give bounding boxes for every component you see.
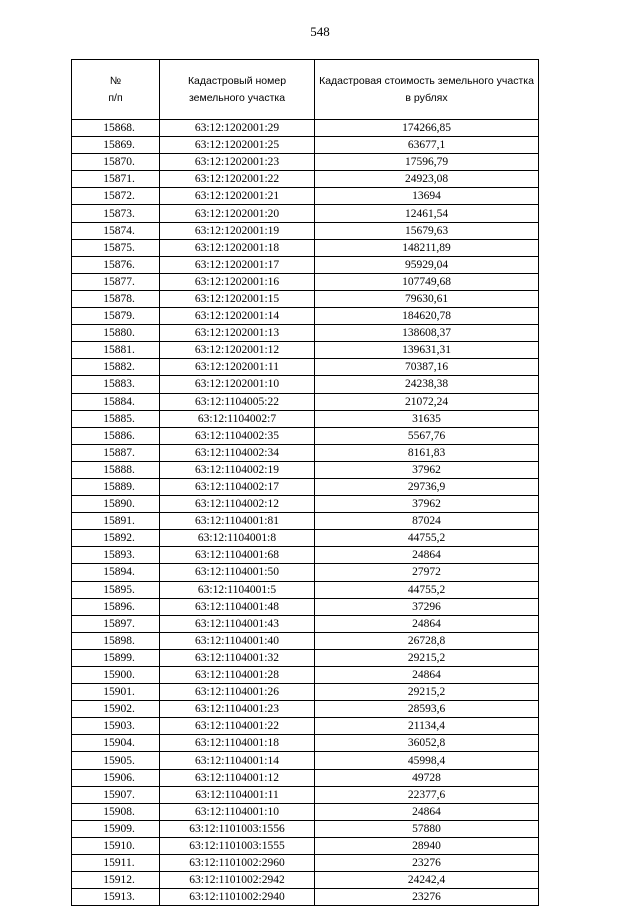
cadastral-number-cell: 63:12:1104001:68	[160, 547, 315, 564]
row-number-cell: 15906.	[72, 769, 160, 786]
cadastral-number-cell: 63:12:1101002:2940	[160, 889, 315, 906]
table-body	[72, 120, 539, 906]
cadastral-number-cell: 63:12:1202001:13	[160, 325, 315, 342]
cadastral-value-cell: 36052,8	[315, 735, 539, 752]
table-row	[72, 290, 539, 307]
cadastral-value-cell: 107749,68	[315, 273, 539, 290]
table-row	[72, 803, 539, 820]
row-number-cell: 15887.	[72, 444, 160, 461]
row-number-cell: 15911.	[72, 855, 160, 872]
row-number-cell: 15897.	[72, 615, 160, 632]
cadastral-value-cell: 70387,16	[315, 359, 539, 376]
cadastral-value-cell: 31635	[315, 410, 539, 427]
table-row	[72, 444, 539, 461]
cadastral-value-cell: 29736,9	[315, 478, 539, 495]
cadastral-number-cell: 63:12:1104001:48	[160, 598, 315, 615]
cadastral-value-cell: 8161,83	[315, 444, 539, 461]
table-row	[72, 701, 539, 718]
row-number-cell: 15905.	[72, 752, 160, 769]
cadastral-number-cell: 63:12:1101002:2942	[160, 872, 315, 889]
cadastral-number-cell: 63:12:1104005:22	[160, 393, 315, 410]
cadastral-value-table	[71, 59, 539, 906]
cadastral-value-cell: 12461,54	[315, 205, 539, 222]
table-row	[72, 325, 539, 342]
cadastral-value-cell: 37296	[315, 598, 539, 615]
table-row	[72, 171, 539, 188]
cadastral-value-cell: 24864	[315, 547, 539, 564]
cadastral-number-cell: 63:12:1202001:23	[160, 154, 315, 171]
cadastral-number-cell: 63:12:1202001:20	[160, 205, 315, 222]
table-row	[72, 564, 539, 581]
cadastral-value-cell: 184620,78	[315, 308, 539, 325]
row-number-cell: 15907.	[72, 786, 160, 803]
cadastral-number-cell: 63:12:1202001:18	[160, 239, 315, 256]
cadastral-number-cell: 63:12:1104001:50	[160, 564, 315, 581]
row-number-cell: 15878.	[72, 290, 160, 307]
table-row	[72, 718, 539, 735]
cadastral-value-cell: 95929,04	[315, 256, 539, 273]
cadastral-value-cell: 29215,2	[315, 649, 539, 666]
cadastral-value-cell: 45998,4	[315, 752, 539, 769]
cadastral-number-cell: 63:12:1104001:5	[160, 581, 315, 598]
row-number-cell: 15895.	[72, 581, 160, 598]
cadastral-value-cell: 24242,4	[315, 872, 539, 889]
table-row	[72, 256, 539, 273]
table-row	[72, 786, 539, 803]
cadastral-value-cell: 27972	[315, 564, 539, 581]
row-number-cell: 15891.	[72, 513, 160, 530]
cadastral-number-cell: 63:12:1104002:17	[160, 478, 315, 495]
table-row	[72, 393, 539, 410]
header-row-number: № п/п	[72, 60, 160, 120]
row-number-cell: 15899.	[72, 649, 160, 666]
row-number-cell: 15872.	[72, 188, 160, 205]
cadastral-number-cell: 63:12:1104001:26	[160, 684, 315, 701]
table-row	[72, 820, 539, 837]
row-number-cell: 15912.	[72, 872, 160, 889]
cadastral-number-cell: 63:12:1101003:1555	[160, 837, 315, 854]
cadastral-number-cell: 63:12:1104001:81	[160, 513, 315, 530]
cadastral-number-cell: 63:12:1101003:1556	[160, 820, 315, 837]
cadastral-value-cell: 17596,79	[315, 154, 539, 171]
cadastral-value-cell: 28593,6	[315, 701, 539, 718]
table-row	[72, 273, 539, 290]
row-number-cell: 15896.	[72, 598, 160, 615]
table-row	[72, 222, 539, 239]
cadastral-number-cell: 63:12:1202001:11	[160, 359, 315, 376]
row-number-cell: 15877.	[72, 273, 160, 290]
table-row	[72, 239, 539, 256]
row-number-cell: 15880.	[72, 325, 160, 342]
cadastral-number-cell: 63:12:1202001:17	[160, 256, 315, 273]
cadastral-number-cell: 63:12:1104001:23	[160, 701, 315, 718]
row-number-cell: 15909.	[72, 820, 160, 837]
header-cadastral-number: Кадастровый номер земельного участка	[160, 60, 315, 120]
cadastral-value-cell: 29215,2	[315, 684, 539, 701]
row-number-cell: 15881.	[72, 342, 160, 359]
cadastral-value-cell: 138608,37	[315, 325, 539, 342]
row-number-cell: 15879.	[72, 308, 160, 325]
cadastral-number-cell: 63:12:1104001:28	[160, 667, 315, 684]
row-number-cell: 15913.	[72, 889, 160, 906]
table-row	[72, 359, 539, 376]
cadastral-number-cell: 63:12:1104001:32	[160, 649, 315, 666]
cadastral-value-cell: 23276	[315, 855, 539, 872]
row-number-cell: 15875.	[72, 239, 160, 256]
row-number-cell: 15885.	[72, 410, 160, 427]
table-row	[72, 410, 539, 427]
table-row	[72, 188, 539, 205]
cadastral-number-cell: 63:12:1202001:16	[160, 273, 315, 290]
cadastral-number-cell: 63:12:1202001:19	[160, 222, 315, 239]
row-number-cell: 15883.	[72, 376, 160, 393]
cadastral-number-cell: 63:12:1104002:7	[160, 410, 315, 427]
cadastral-value-cell: 44755,2	[315, 581, 539, 598]
cadastral-value-cell: 24923,08	[315, 171, 539, 188]
table-row	[72, 530, 539, 547]
table-row	[72, 769, 539, 786]
page-number: 548	[310, 24, 330, 39]
cadastral-number-cell: 63:12:1104001:10	[160, 803, 315, 820]
row-number-cell: 15870.	[72, 154, 160, 171]
cadastral-value-cell: 26728,8	[315, 632, 539, 649]
table-row	[72, 889, 539, 906]
table-header-row	[72, 60, 539, 120]
cadastral-number-cell: 63:12:1202001:12	[160, 342, 315, 359]
cadastral-value-cell: 22377,6	[315, 786, 539, 803]
table-row	[72, 855, 539, 872]
cadastral-value-cell: 24864	[315, 803, 539, 820]
cadastral-value-cell: 24238,38	[315, 376, 539, 393]
table-row	[72, 478, 539, 495]
cadastral-number-cell: 63:12:1104002:35	[160, 427, 315, 444]
row-number-cell: 15884.	[72, 393, 160, 410]
cadastral-number-cell: 63:12:1104002:19	[160, 461, 315, 478]
cadastral-number-cell: 63:12:1202001:21	[160, 188, 315, 205]
table-row	[72, 598, 539, 615]
table-row	[72, 120, 539, 137]
table-row	[72, 342, 539, 359]
cadastral-value-cell: 87024	[315, 513, 539, 530]
cadastral-value-cell: 28940	[315, 837, 539, 854]
cadastral-value-cell: 174266,85	[315, 120, 539, 137]
cadastral-number-cell: 63:12:1104001:40	[160, 632, 315, 649]
header-cadastral-value: Кадастровая стоимость земельного участка в рублях	[315, 60, 539, 120]
cadastral-number-cell: 63:12:1104001:14	[160, 752, 315, 769]
row-number-cell: 15876.	[72, 256, 160, 273]
row-number-cell: 15904.	[72, 735, 160, 752]
row-number-cell: 15889.	[72, 478, 160, 495]
cadastral-number-cell: 63:12:1202001:22	[160, 171, 315, 188]
cadastral-number-cell: 63:12:1104001:11	[160, 786, 315, 803]
table-row	[72, 376, 539, 393]
table-row	[72, 137, 539, 154]
cadastral-value-cell: 79630,61	[315, 290, 539, 307]
cadastral-value-cell: 139631,31	[315, 342, 539, 359]
cadastral-number-cell: 63:12:1104002:12	[160, 496, 315, 513]
row-number-cell: 15902.	[72, 701, 160, 718]
row-number-cell: 15908.	[72, 803, 160, 820]
cadastral-value-cell: 13694	[315, 188, 539, 205]
row-number-cell: 15868.	[72, 120, 160, 137]
table-row	[72, 615, 539, 632]
row-number-cell: 15886.	[72, 427, 160, 444]
row-number-cell: 15894.	[72, 564, 160, 581]
cadastral-value-cell: 37962	[315, 461, 539, 478]
cadastral-value-cell: 49728	[315, 769, 539, 786]
table-row	[72, 632, 539, 649]
row-number-cell: 15871.	[72, 171, 160, 188]
cadastral-number-cell: 63:12:1104001:43	[160, 615, 315, 632]
table-row	[72, 308, 539, 325]
table-row	[72, 461, 539, 478]
cadastral-value-cell: 24864	[315, 615, 539, 632]
table-row	[72, 752, 539, 769]
cadastral-value-cell: 5567,76	[315, 427, 539, 444]
row-number-cell: 15882.	[72, 359, 160, 376]
cadastral-number-cell: 63:12:1202001:15	[160, 290, 315, 307]
row-number-cell: 15900.	[72, 667, 160, 684]
cadastral-value-cell: 37962	[315, 496, 539, 513]
table-row	[72, 837, 539, 854]
row-number-cell: 15874.	[72, 222, 160, 239]
row-number-cell: 15869.	[72, 137, 160, 154]
table-row	[72, 154, 539, 171]
table-row	[72, 547, 539, 564]
row-number-cell: 15903.	[72, 718, 160, 735]
cadastral-number-cell: 63:12:1104001:18	[160, 735, 315, 752]
table-row	[72, 496, 539, 513]
table-row	[72, 581, 539, 598]
cadastral-value-cell: 44755,2	[315, 530, 539, 547]
row-number-cell: 15901.	[72, 684, 160, 701]
cadastral-number-cell: 63:12:1202001:29	[160, 120, 315, 137]
cadastral-value-cell: 63677,1	[315, 137, 539, 154]
table-row	[72, 513, 539, 530]
cadastral-number-cell: 63:12:1202001:25	[160, 137, 315, 154]
cadastral-value-cell: 57880	[315, 820, 539, 837]
cadastral-number-cell: 63:12:1202001:10	[160, 376, 315, 393]
table-row	[72, 205, 539, 222]
cadastral-number-cell: 63:12:1104001:12	[160, 769, 315, 786]
cadastral-value-cell: 21072,24	[315, 393, 539, 410]
table-row	[72, 684, 539, 701]
row-number-cell: 15898.	[72, 632, 160, 649]
row-number-cell: 15910.	[72, 837, 160, 854]
table-row	[72, 735, 539, 752]
cadastral-number-cell: 63:12:1202001:14	[160, 308, 315, 325]
row-number-cell: 15888.	[72, 461, 160, 478]
row-number-cell: 15890.	[72, 496, 160, 513]
table-row	[72, 667, 539, 684]
cadastral-value-cell: 15679,63	[315, 222, 539, 239]
cadastral-number-cell: 63:12:1104002:34	[160, 444, 315, 461]
row-number-cell: 15893.	[72, 547, 160, 564]
table-row	[72, 649, 539, 666]
cadastral-value-cell: 23276	[315, 889, 539, 906]
cadastral-number-cell: 63:12:1101002:2960	[160, 855, 315, 872]
row-number-cell: 15873.	[72, 205, 160, 222]
cadastral-number-cell: 63:12:1104001:22	[160, 718, 315, 735]
cadastral-number-cell: 63:12:1104001:8	[160, 530, 315, 547]
table-row	[72, 427, 539, 444]
cadastral-value-cell: 24864	[315, 667, 539, 684]
cadastral-value-cell: 21134,4	[315, 718, 539, 735]
row-number-cell: 15892.	[72, 530, 160, 547]
cadastral-value-cell: 148211,89	[315, 239, 539, 256]
table-row	[72, 872, 539, 889]
